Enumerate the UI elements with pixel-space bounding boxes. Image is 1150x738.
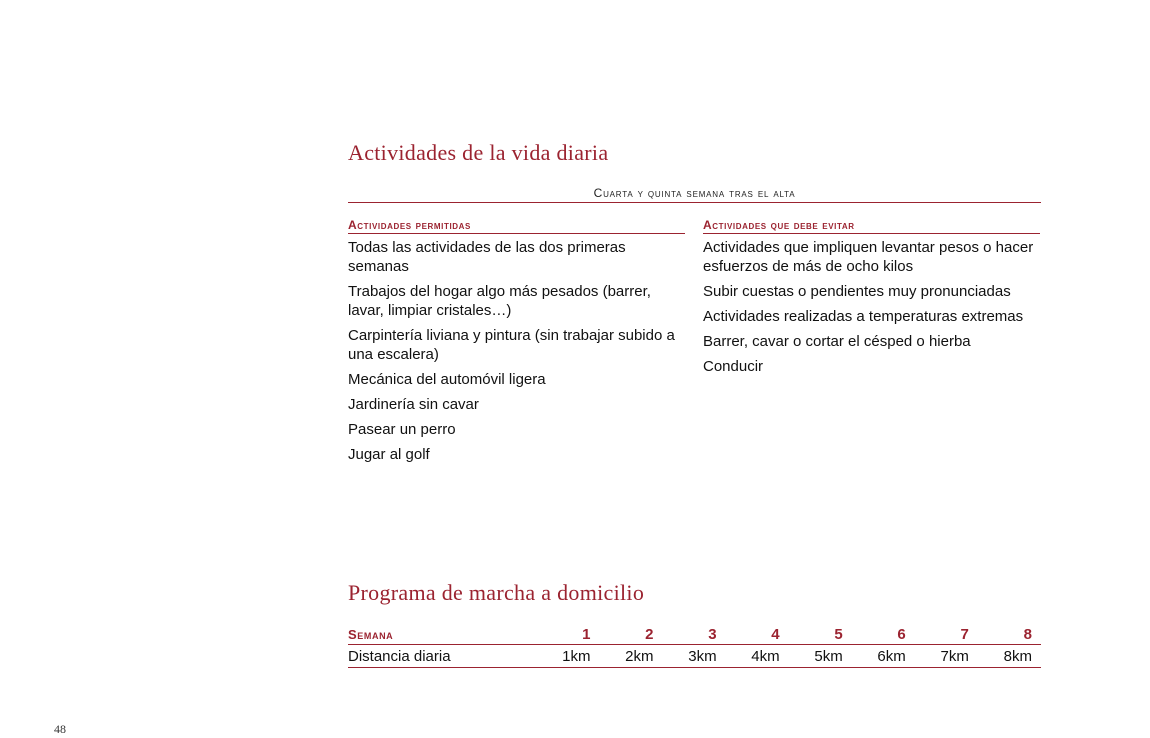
list-item: Trabajos del hogar algo más pesados (barrer, lavar, limpiar cristales…) bbox=[348, 283, 651, 319]
list-item: Pasear un perro bbox=[348, 421, 456, 438]
distance-value: 7km bbox=[915, 645, 978, 668]
week-number: 6 bbox=[852, 624, 915, 645]
week-number: 7 bbox=[915, 624, 978, 645]
page-number: 48 bbox=[54, 722, 66, 736]
distance-value: 5km bbox=[789, 645, 852, 668]
allowed-activities-list bbox=[348, 238, 685, 464]
table-row bbox=[348, 645, 1041, 668]
list-item: Barrer, cavar o cortar el césped o hierba bbox=[703, 333, 971, 350]
list-item: Carpintería liviana y pintura (sin trabajar subido a una escalera) bbox=[348, 327, 675, 363]
week-number: 4 bbox=[726, 624, 789, 645]
list-item: Conducir bbox=[703, 358, 764, 375]
list-item: Subir cuestas o pendientes muy pronunciadas bbox=[703, 283, 1011, 300]
table-header-row bbox=[348, 624, 1041, 645]
week-number: 1 bbox=[536, 624, 599, 645]
list-item: Mecánica del automóvil ligera bbox=[348, 371, 546, 388]
avoid-activities-column bbox=[703, 218, 1040, 382]
avoid-activities-heading: Actividades que debe evitar bbox=[703, 218, 1040, 234]
list-item: Actividades que impliquen levantar pesos o hacer esfuerzos de más de ocho kilos bbox=[703, 239, 1034, 275]
distance-value: 4km bbox=[726, 645, 789, 668]
week-number: 5 bbox=[789, 624, 852, 645]
week-number: 2 bbox=[599, 624, 662, 645]
allowed-activities-column bbox=[348, 218, 685, 470]
list-item: Jugar al golf bbox=[348, 446, 430, 463]
week-header-label: Semana bbox=[348, 624, 536, 645]
week-number: 8 bbox=[978, 624, 1041, 645]
list-item: Actividades realizadas a temperaturas extremas bbox=[703, 308, 1024, 325]
distance-value: 8km bbox=[978, 645, 1041, 668]
list-item: Todas las actividades de las dos primeras semanas bbox=[348, 239, 626, 275]
list-item: Jardinería sin cavar bbox=[348, 396, 479, 413]
distance-value: 2km bbox=[599, 645, 662, 668]
distance-value: 3km bbox=[663, 645, 726, 668]
allowed-activities-heading: Actividades permitidas bbox=[348, 218, 685, 234]
section-title-daily-activities: Actividades de la vida diaria bbox=[348, 140, 609, 165]
week-number: 3 bbox=[663, 624, 726, 645]
distance-value: 1km bbox=[536, 645, 599, 668]
avoid-activities-list bbox=[703, 238, 1040, 376]
subheading-weeks: Cuarta y quinta semana tras el alta bbox=[348, 186, 1041, 203]
section-title-walking-program: Programa de marcha a domicilio bbox=[348, 580, 645, 605]
distance-value: 6km bbox=[852, 645, 915, 668]
walking-program-table bbox=[348, 624, 1041, 668]
distance-row-label: Distancia diaria bbox=[348, 645, 536, 668]
